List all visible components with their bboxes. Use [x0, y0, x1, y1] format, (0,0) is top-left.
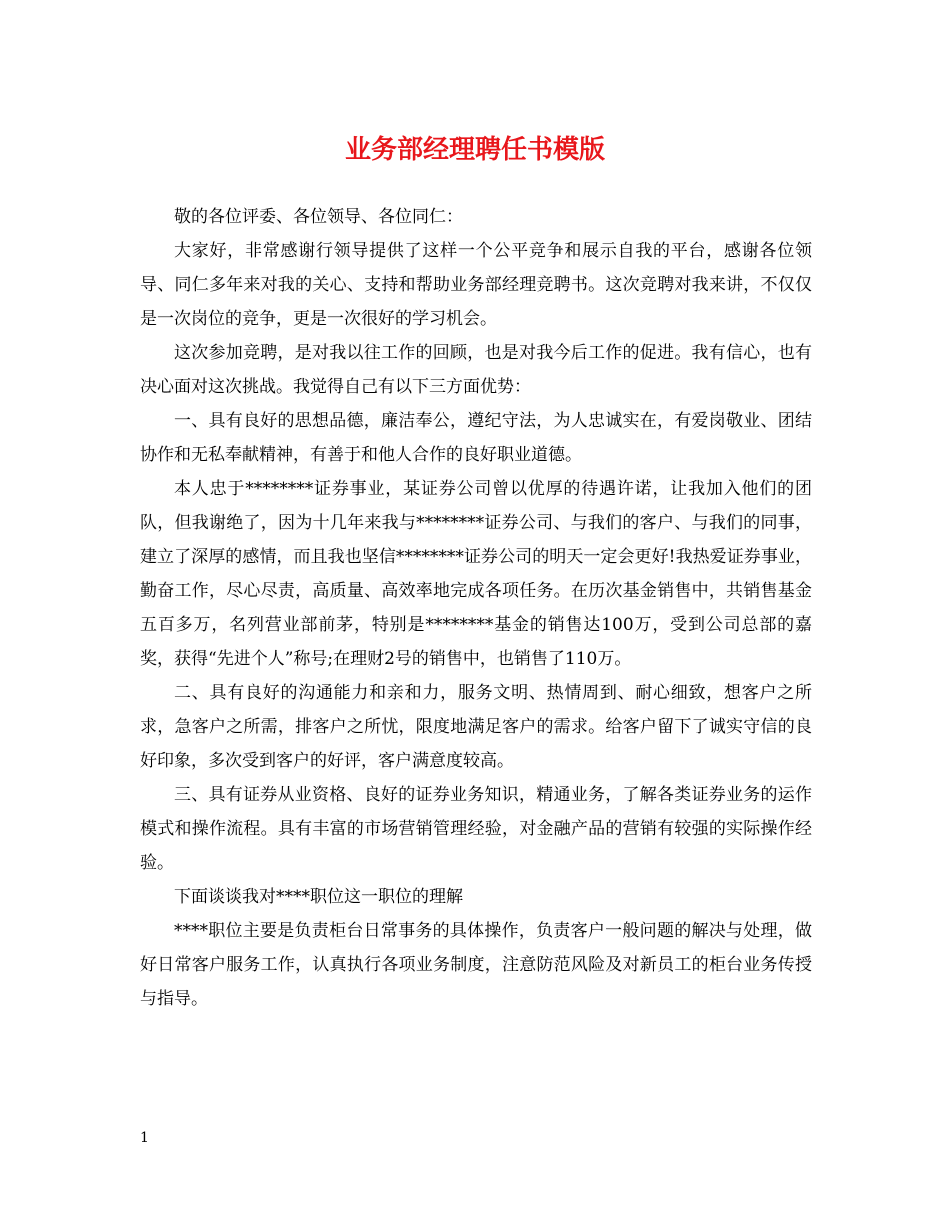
paragraph-intro: 这次参加竞聘，是对我以往工作的回顾，也是对我今后工作的促进。我有信心，也有决心面对这次挑战。我觉得自己有以下三方面优势：: [140, 343, 812, 397]
paragraph-position-heading: 下面谈谈我对****职位这一职位的理解: [174, 887, 463, 907]
paragraph-salutation: 敬的各位评委、各位领导、各位同仁：: [174, 207, 463, 227]
paragraph-advantage-2: 二、具有良好的沟通能力和亲和力，服务文明、热情周到、耐心细致，想客户之所求，急客户之所需，排客户之所忧，限度地满足客户的需求。给客户留下了诚实守信的良好印象，多次受到客户的好评，客户满意度较高。: [140, 683, 812, 771]
paragraph-advantage-3: 三、具有证券从业资格、良好的证券业务知识，精通业务，了解各类证券业务的运作模式和操作流程。具有丰富的市场营销管理经验，对金融产品的营销有较强的实际操作经验。: [140, 785, 812, 873]
page-number: 1: [140, 1130, 149, 1146]
document-body: [140, 200, 812, 1016]
paragraph-experience: 本人忠于********证券事业，某证券公司曾以优厚的待遇许诺，让我加入他们的团队，但我谢绝了，因为十几年来我与********证券公司、与我们的客户、与我们的同事，建立了深厚的感情，而且我也坚信********证券公司的明天一定会更好!我热爱证券事业，勤奋工作，尽心尽责，高质量、高效率地完成各项任务。在历次基金销售中，共销售基金五百多万，名列营业部前茅，特别是********基金的销售达100万，受到公司总部的嘉奖，获得“先进个人”称号;在理财2号的销售中，也销售了110万。: [140, 479, 812, 669]
paragraph-greeting: 大家好，非常感谢行领导提供了这样一个公平竞争和展示自我的平台，感谢各位领导、同仁多年来对我的关心、支持和帮助业务部经理竞聘书。这次竞聘对我来讲，不仅仅是一次岗位的竞争，更是一次很好的学习机会。: [140, 241, 812, 329]
document-title: 业务部经理聘任书模版: [344, 135, 605, 165]
paragraph-position-duties: ****职位主要是负责柜台日常事务的具体操作，负责客户一般问题的解决与处理，做好日常客户服务工作，认真执行各项业务制度，注意防范风险及对新员工的柜台业务传授与指导。: [140, 921, 812, 1009]
paragraph-advantage-1: 一、具有良好的思想品德，廉洁奉公，遵纪守法，为人忠诚实在，有爱岗敬业、团结协作和无私奉献精神，有善于和他人合作的良好职业道德。: [140, 411, 812, 465]
